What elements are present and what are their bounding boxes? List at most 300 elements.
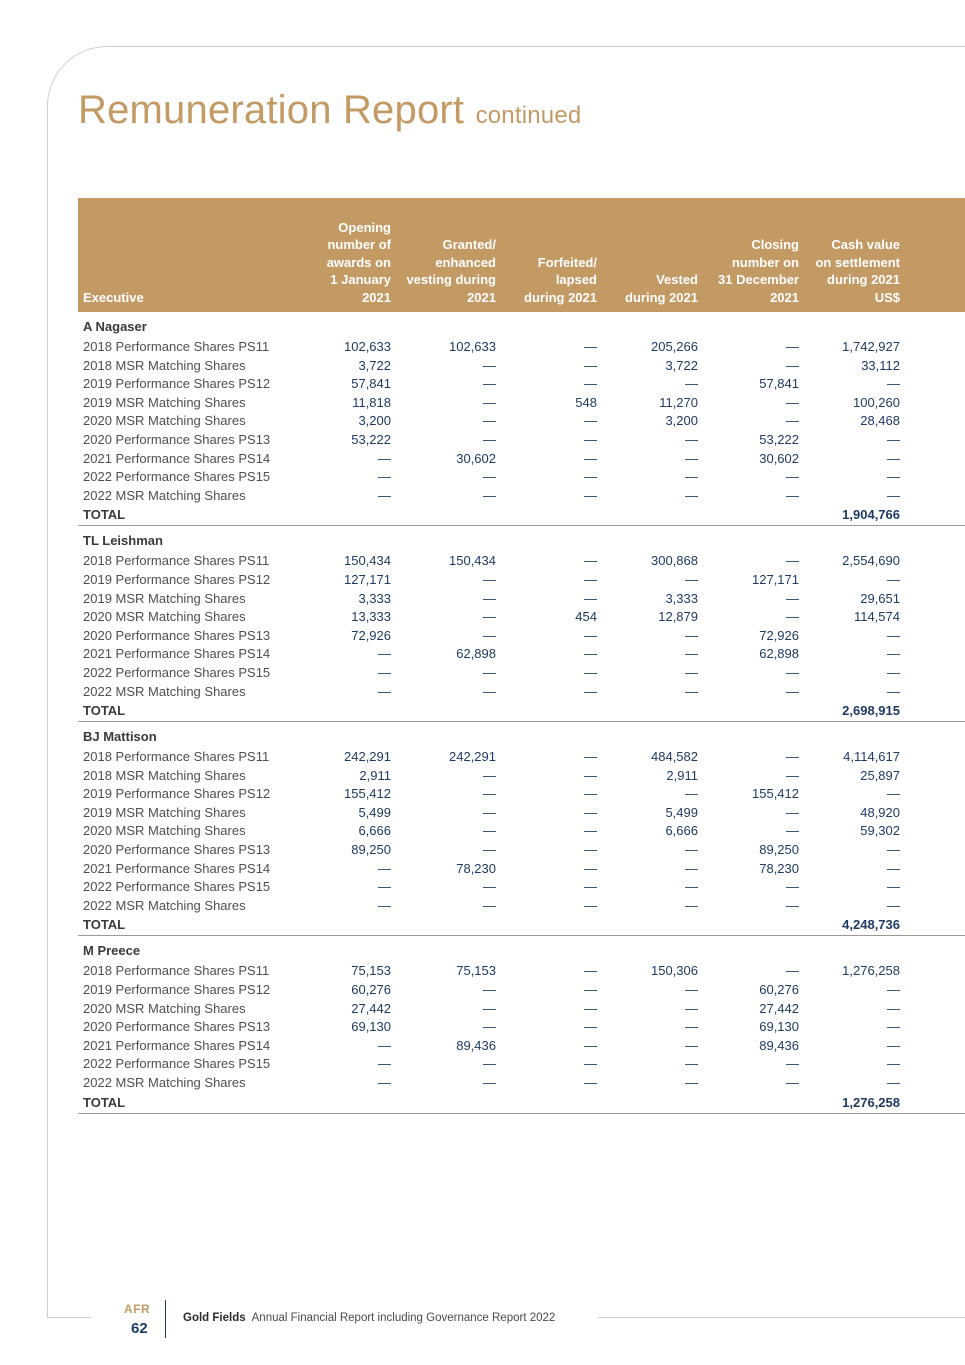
table-row (78, 357, 965, 376)
table-cell: 100,260 (853, 394, 900, 410)
table-cell: — (685, 1075, 698, 1090)
table-row (78, 1000, 965, 1019)
table-cell-spacer (900, 841, 965, 860)
award-label: 2019 Performance Shares PS12 (83, 571, 271, 587)
table-cell: — (786, 357, 799, 373)
table-cell: 300,868 (651, 553, 698, 569)
table-cell: 72,926 (759, 627, 799, 643)
award-label: 2019 Performance Shares PS12 (83, 786, 271, 802)
award-label: 2020 Performance Shares PS13 (83, 842, 271, 858)
award-label: 2020 MSR Matching Shares (83, 413, 246, 429)
table-cell: 12,879 (658, 609, 698, 625)
table-cell: — (483, 664, 496, 680)
table-cell: — (786, 683, 799, 699)
total-value: 1,276,258 (799, 1093, 900, 1114)
total-empty-cell (698, 701, 799, 722)
total-empty-cell (391, 505, 496, 526)
table-cell: — (887, 1075, 900, 1090)
table-cell: — (685, 664, 698, 680)
table-cell: — (584, 963, 597, 979)
table-cell: — (786, 553, 799, 569)
table-cell: — (483, 982, 496, 998)
table-cell: 102,633 (449, 339, 496, 354)
table-cell: — (887, 627, 900, 643)
table-cell: — (584, 487, 597, 503)
table-cell: — (378, 897, 391, 913)
table-cell: — (483, 1019, 496, 1035)
table-cell-spacer (900, 822, 965, 841)
column-header (597, 198, 698, 312)
page-frame-bottom-left (47, 1317, 91, 1318)
table-cell: 27,442 (351, 1000, 391, 1016)
page-title (78, 88, 581, 133)
table-cell: — (584, 683, 597, 699)
total-value: 2,698,915 (799, 701, 900, 722)
executive-name: A Nagaser (83, 319, 147, 334)
table-cell: — (584, 627, 597, 643)
table-cell: 60,276 (351, 982, 391, 998)
table-cell: — (483, 683, 496, 699)
table-cell: 30,602 (759, 450, 799, 466)
table-cell: — (685, 487, 698, 503)
total-empty-cell (597, 701, 698, 722)
table-cell: — (887, 1037, 900, 1053)
award-label: 2018 Performance Shares PS11 (83, 963, 270, 979)
table-cell: — (685, 646, 698, 662)
table-cell: — (786, 609, 799, 625)
table-cell: 3,333 (358, 590, 391, 606)
table-row (78, 1055, 965, 1074)
table-cell: 13,333 (351, 609, 391, 625)
table-cell: — (483, 431, 496, 447)
table-cell: — (483, 897, 496, 913)
column-header-line: 2021 (467, 289, 496, 305)
table-cell: 89,250 (759, 842, 799, 858)
award-label: 2019 MSR Matching Shares (83, 590, 246, 606)
table-cell-spacer (900, 1074, 965, 1093)
table-cell: 2,911 (359, 767, 391, 783)
table-cell: 72,926 (351, 627, 391, 643)
table-cell: 48,920 (860, 804, 900, 820)
column-header-line: during 2021 (625, 289, 698, 305)
table-cell-spacer (900, 748, 965, 767)
table-cell: — (887, 469, 900, 485)
total-empty-cell (698, 1093, 799, 1114)
footer-page-number: 62 (131, 1320, 148, 1337)
table-row (78, 897, 965, 916)
table-cell-spacer (900, 590, 965, 609)
total-empty-cell (698, 915, 799, 936)
table-cell: — (786, 879, 799, 895)
award-label: 2022 Performance Shares PS15 (83, 664, 271, 680)
table-cell: — (378, 469, 391, 485)
table-cell-spacer (900, 431, 965, 450)
total-empty-cell (496, 1093, 597, 1114)
table-cell: — (786, 749, 799, 765)
table-cell: — (887, 683, 900, 699)
column-header-line: Opening (338, 219, 391, 235)
table-cell: 30,602 (456, 450, 496, 466)
award-label: 2018 Performance Shares PS11 (83, 339, 270, 354)
total-row (78, 505, 965, 526)
table-cell-spacer (900, 915, 965, 936)
total-empty-cell (597, 915, 698, 936)
table-cell: 548 (575, 394, 597, 410)
table-row (78, 748, 965, 767)
table-cell: — (584, 767, 597, 783)
table-cell: 1,742,927 (842, 339, 900, 354)
table-cell: — (685, 469, 698, 485)
table-cell-spacer (900, 412, 965, 431)
column-header-line: 31 December (718, 272, 799, 287)
table-cell: 27,442 (759, 1000, 799, 1016)
table-cell: 59,302 (860, 823, 900, 839)
table-cell: — (887, 786, 900, 802)
total-empty-cell (391, 701, 496, 722)
table-cell: — (483, 357, 496, 373)
table-cell: — (483, 627, 496, 643)
table-cell-spacer (900, 357, 965, 376)
table-cell: — (685, 879, 698, 895)
table-cell: — (584, 786, 597, 802)
table-cell: — (887, 897, 900, 913)
table-cell: — (685, 627, 698, 643)
table-cell: — (584, 1037, 597, 1053)
column-header-line: Forfeited/ (537, 254, 597, 270)
table-cell: — (584, 982, 597, 998)
page-title-suffix: continued (475, 102, 582, 129)
total-label: TOTAL (78, 915, 308, 936)
table-cell-spacer (900, 1055, 965, 1074)
column-header-line: Cash value (831, 237, 900, 252)
table-cell: — (887, 571, 900, 587)
column-header-line: during 2021 (524, 289, 597, 305)
award-label: 2022 MSR Matching Shares (83, 1075, 246, 1090)
column-header-line: 2021 (770, 289, 799, 305)
table-row (78, 608, 965, 627)
table-cell: — (483, 609, 496, 625)
column-header (391, 198, 496, 312)
table-cell: — (483, 842, 496, 858)
table-cell: — (887, 879, 900, 895)
table-cell-spacer (900, 878, 965, 897)
table-cell: 89,436 (456, 1037, 496, 1053)
award-label: 2019 Performance Shares PS12 (83, 982, 271, 998)
table-cell: — (483, 767, 496, 783)
award-label: 2020 MSR Matching Shares (83, 1000, 246, 1016)
award-label: 2022 MSR Matching Shares (83, 683, 246, 699)
column-header-line: during 2021 (827, 272, 900, 287)
page-title-main: Remuneration Report (78, 88, 465, 132)
table-cell: — (685, 1019, 698, 1035)
table-row (78, 841, 965, 860)
total-row (78, 915, 965, 936)
executive-name: M Preece (83, 943, 141, 959)
table-cell: 102,633 (344, 339, 391, 354)
table-cell: — (584, 664, 597, 680)
award-label: 2021 Performance Shares PS14 (83, 1037, 271, 1053)
table-cell: — (584, 1056, 597, 1072)
table-row (78, 860, 965, 879)
table-cell: 78,230 (456, 860, 496, 876)
table-cell: 69,130 (351, 1019, 391, 1035)
table-cell: 62,898 (456, 646, 496, 662)
table-cell: 4,114,617 (843, 749, 900, 765)
table-cell: 89,436 (759, 1037, 799, 1053)
table-cell: 3,722 (665, 357, 698, 373)
table-cell: — (786, 394, 799, 410)
table-cell-spacer (900, 487, 965, 506)
award-label: 2022 MSR Matching Shares (83, 487, 246, 503)
table-cell: 150,306 (651, 963, 698, 979)
column-header-line: Closing (751, 237, 799, 252)
table-cell: — (483, 469, 496, 485)
table-row (78, 683, 965, 702)
table-row (78, 822, 965, 841)
total-empty-cell (391, 1093, 496, 1114)
executive-name-row (78, 526, 965, 553)
award-label: 2018 Performance Shares PS11 (83, 553, 270, 569)
column-header-line: number on (731, 254, 799, 270)
award-label: 2020 Performance Shares PS13 (83, 431, 271, 447)
award-label: 2020 MSR Matching Shares (83, 609, 246, 625)
table-cell: — (786, 767, 799, 783)
table-cell: 11,270 (659, 394, 698, 410)
table-cell: — (887, 664, 900, 680)
award-label: 2018 Performance Shares PS11 (83, 749, 270, 765)
table-row (78, 962, 965, 981)
total-label: TOTAL (78, 701, 308, 722)
award-label: 2019 MSR Matching Shares (83, 804, 246, 820)
table-cell-spacer (900, 450, 965, 469)
table-cell: — (887, 431, 900, 447)
table-cell: — (483, 804, 496, 820)
award-label: 2022 MSR Matching Shares (83, 897, 246, 913)
total-empty-cell (308, 1093, 391, 1114)
table-cell: — (685, 571, 698, 587)
table-cell-spacer (900, 627, 965, 646)
table-cell-spacer (900, 552, 965, 571)
table-row (78, 412, 965, 431)
table-cell: 78,230 (759, 860, 799, 876)
table-cell-spacer (900, 1093, 965, 1114)
table-row (78, 645, 965, 664)
table-cell: — (685, 860, 698, 876)
table-row (78, 487, 965, 506)
table-cell: 3,722 (358, 357, 391, 373)
table-row (78, 571, 965, 590)
awards-table (78, 198, 965, 1114)
table-cell: — (887, 842, 900, 858)
table-cell: — (786, 413, 799, 429)
table-cell: 25,897 (860, 767, 900, 783)
table-cell: — (584, 413, 597, 429)
column-header-line: 1 January (330, 272, 391, 287)
award-label: 2022 Performance Shares PS15 (83, 879, 271, 895)
award-label: 2021 Performance Shares PS14 (83, 450, 271, 466)
total-empty-cell (698, 505, 799, 526)
total-value: 1,904,766 (799, 505, 900, 526)
table-cell: — (483, 413, 496, 429)
table-cell: 33,112 (861, 357, 900, 373)
award-label: 2021 Performance Shares PS14 (83, 860, 271, 876)
column-header-line: US$ (874, 289, 900, 305)
table-cell: — (378, 1037, 391, 1053)
table-cell: — (584, 339, 597, 354)
table-cell: 155,412 (752, 786, 799, 802)
total-value: 4,248,736 (799, 915, 900, 936)
column-header-line: 2021 (362, 289, 391, 305)
table-cell: — (584, 1075, 597, 1090)
footer-document-title (183, 1312, 555, 1324)
total-empty-cell (597, 505, 698, 526)
table-row (78, 394, 965, 413)
table-cell: — (786, 1075, 799, 1090)
table-cell: 242,291 (449, 749, 496, 765)
table-row (78, 1037, 965, 1056)
executive-name: TL Leishman (83, 533, 163, 549)
table-cell-spacer (900, 664, 965, 683)
table-cell: — (378, 879, 391, 895)
table-cell: — (584, 879, 597, 895)
footer-divider (165, 1300, 166, 1338)
table-row (78, 1018, 965, 1037)
table-cell-spacer (900, 338, 965, 357)
table-cell: 60,276 (759, 982, 799, 998)
table-cell: — (786, 487, 799, 503)
award-label: 2020 Performance Shares PS13 (83, 627, 271, 643)
table-cell-spacer (900, 1018, 965, 1037)
table-cell: — (483, 1056, 496, 1072)
column-header-executive (78, 198, 308, 312)
award-label: 2019 Performance Shares PS12 (83, 376, 271, 392)
table-cell: — (887, 646, 900, 662)
table-cell-spacer (900, 860, 965, 879)
total-empty-cell (496, 915, 597, 936)
table-cell: 2,554,690 (842, 553, 900, 569)
table-cell: — (786, 339, 799, 354)
table-cell: — (887, 1000, 900, 1016)
total-empty-cell (496, 701, 597, 722)
executive-name: BJ Mattison (83, 729, 157, 745)
table-cell: — (483, 823, 496, 839)
table-cell: — (786, 469, 799, 485)
table-cell: — (584, 1000, 597, 1016)
table-cell: — (378, 487, 391, 503)
table-cell: — (887, 1056, 900, 1072)
table-cell: — (378, 664, 391, 680)
table-cell-spacer (900, 645, 965, 664)
table-cell-spacer (900, 1037, 965, 1056)
table-row (78, 767, 965, 786)
table-cell: — (786, 897, 799, 913)
table-cell: — (483, 1000, 496, 1016)
table-cell: — (685, 1056, 698, 1072)
total-empty-cell (496, 505, 597, 526)
table-cell-spacer (900, 701, 965, 722)
column-header (799, 198, 900, 312)
table-cell: — (378, 646, 391, 662)
table-cell: 6,666 (665, 823, 698, 839)
table-cell: 75,153 (351, 963, 391, 979)
table-cell: — (584, 804, 597, 820)
table-cell: — (378, 1056, 391, 1072)
table-cell: 62,898 (759, 646, 799, 662)
table-cell: — (786, 804, 799, 820)
table-cell: — (685, 376, 698, 392)
table-cell: — (584, 469, 597, 485)
table-cell-spacer (900, 683, 965, 702)
table-cell-spacer (900, 608, 965, 627)
table-row (78, 450, 965, 469)
table-cell: — (786, 590, 799, 606)
table-cell: — (584, 749, 597, 765)
table-cell: — (584, 376, 597, 392)
table-cell: 53,222 (759, 431, 799, 447)
table-cell: 6,666 (358, 823, 391, 839)
table-row (78, 1074, 965, 1093)
column-header-line: awards on (326, 254, 391, 270)
table-cell: — (887, 982, 900, 998)
table-cell-spacer (900, 505, 965, 526)
table-cell: — (584, 842, 597, 858)
column-header-line: lapsed (555, 272, 597, 287)
table-cell: 1,276,258 (842, 963, 900, 979)
award-label: 2018 MSR Matching Shares (83, 357, 246, 373)
table-cell: — (887, 860, 900, 876)
total-row (78, 1093, 965, 1114)
table-cell: — (584, 431, 597, 447)
table-cell: 127,171 (344, 571, 391, 587)
total-row (78, 701, 965, 722)
table-row (78, 627, 965, 646)
table-cell-spacer (900, 962, 965, 981)
column-header-line: on settlement (815, 254, 900, 270)
table-cell: — (685, 1037, 698, 1053)
table-cell: — (685, 842, 698, 858)
table-cell: 57,841 (759, 376, 799, 392)
table-cell: — (483, 879, 496, 895)
page-frame-bottom-right (598, 1317, 965, 1318)
table-row (78, 981, 965, 1000)
table-cell: — (685, 1000, 698, 1016)
executive-name-row (78, 722, 965, 749)
table-row (78, 785, 965, 804)
table-row (78, 804, 965, 823)
table-cell: — (584, 357, 597, 373)
table-row (78, 431, 965, 450)
table-cell: 53,222 (351, 431, 391, 447)
footer-doc-title: Annual Financial Report including Governance Report 2022 (251, 1312, 556, 1324)
table-cell-spacer (900, 1000, 965, 1019)
award-label: 2018 MSR Matching Shares (83, 767, 246, 783)
executive-name-row (78, 936, 965, 963)
table-cell: — (887, 487, 900, 503)
table-body (78, 312, 965, 1113)
table-cell: 150,434 (344, 553, 391, 569)
table-cell: 205,266 (651, 339, 698, 354)
executive-name-row (78, 312, 965, 338)
column-header-line: enhanced (435, 254, 496, 270)
table-cell: — (584, 897, 597, 913)
table-cell: — (786, 664, 799, 680)
table-cell-spacer (900, 897, 965, 916)
table-cell: — (685, 450, 698, 466)
table-cell: — (483, 786, 496, 802)
table-cell: — (584, 823, 597, 839)
table-cell: — (483, 376, 496, 392)
award-label: 2020 Performance Shares PS13 (83, 1019, 271, 1035)
